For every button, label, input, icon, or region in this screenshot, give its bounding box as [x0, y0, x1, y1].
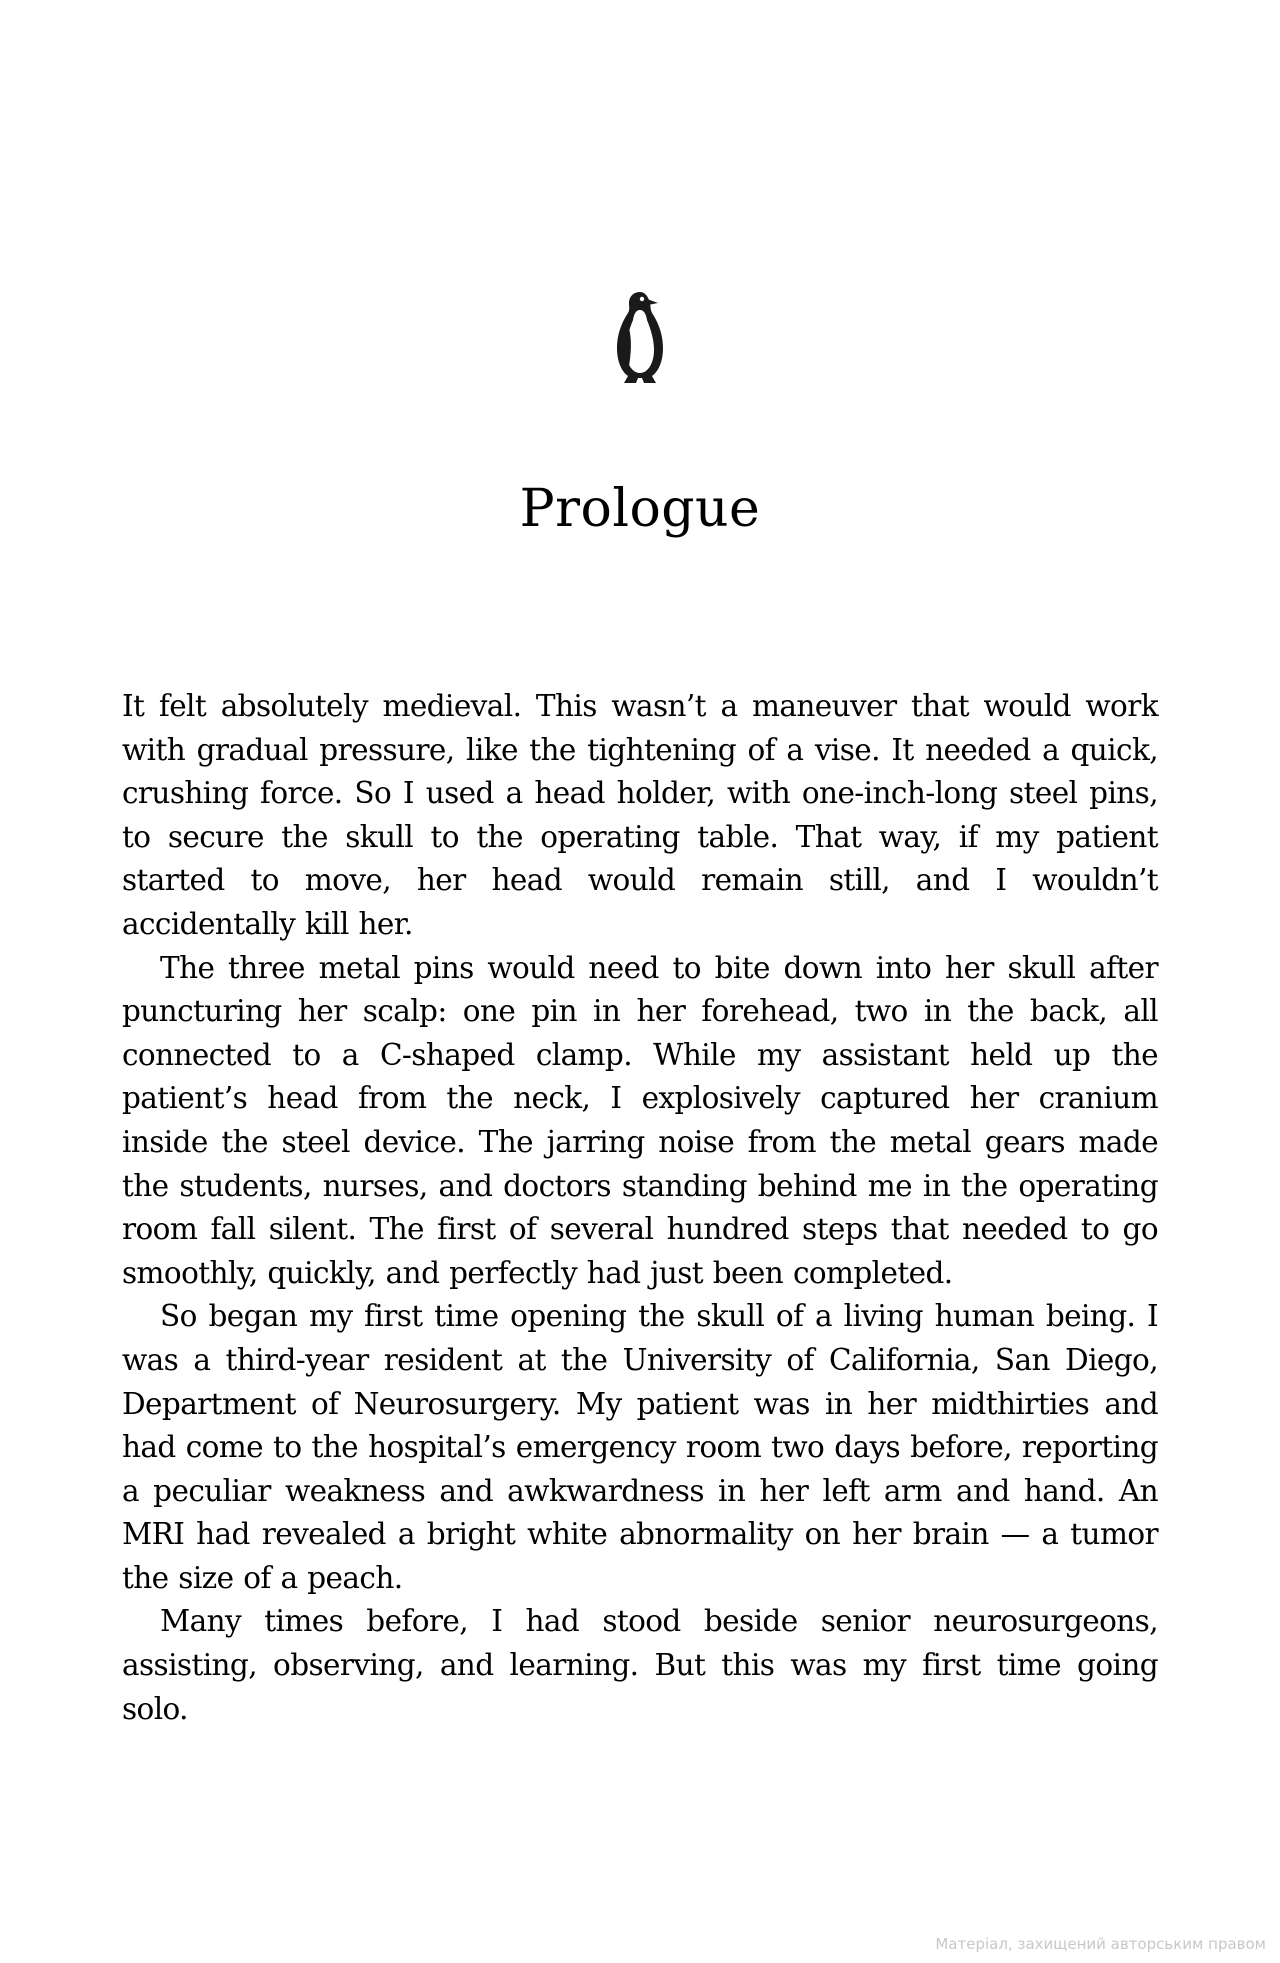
paragraph: Many times before, I had stood beside senior neurosurgeons, assisting, observing, and learning. But this was my first time going solo. — [122, 1604, 1158, 1726]
body-text — [122, 685, 1158, 1731]
paragraph: It felt absolutely medieval. This wasn’t a maneuver that would work with gradual pressure, like the tightening of a vise. It needed a quick, crushing force. So I used a head holder, with one-inch-long steel pins, to secure the skull to the operating table. That way, if my patient started to move, her head would remain still, and I wouldn’t accidentally kill her. — [122, 689, 1158, 941]
chapter-title: Prologue — [519, 479, 761, 539]
copyright-watermark: Матеріал, захищений авторським правом — [935, 1935, 1266, 1953]
penguin-icon — [602, 288, 678, 388]
paragraph: The three metal pins would need to bite down into her skull after puncturing her scalp: one pin in her forehead, two in the back, all connected to a C-shaped clamp. While my assistant held up the patient’s head from the neck, I explosively captured her cranium inside the steel device. The jarring noise from the metal gears made the students, nurses, and doctors standing behind me in the operating room fall silent. The first of several hundred steps that needed to go smoothly, quickly, and perfectly had just been completed. — [122, 950, 1158, 1290]
paragraph: So began my first time opening the skull of a living human being. I was a third-year resident at the University of California, San Diego, Department of Neurosurgery. My patient was in her midthirties and had come to the hospital’s emergency room two days before, reporting a peculiar weakness and awkwardness in her left arm and hand. An MRI had revealed a bright white abnormality on her brain — a tumor the size of a peach. — [122, 1299, 1158, 1595]
